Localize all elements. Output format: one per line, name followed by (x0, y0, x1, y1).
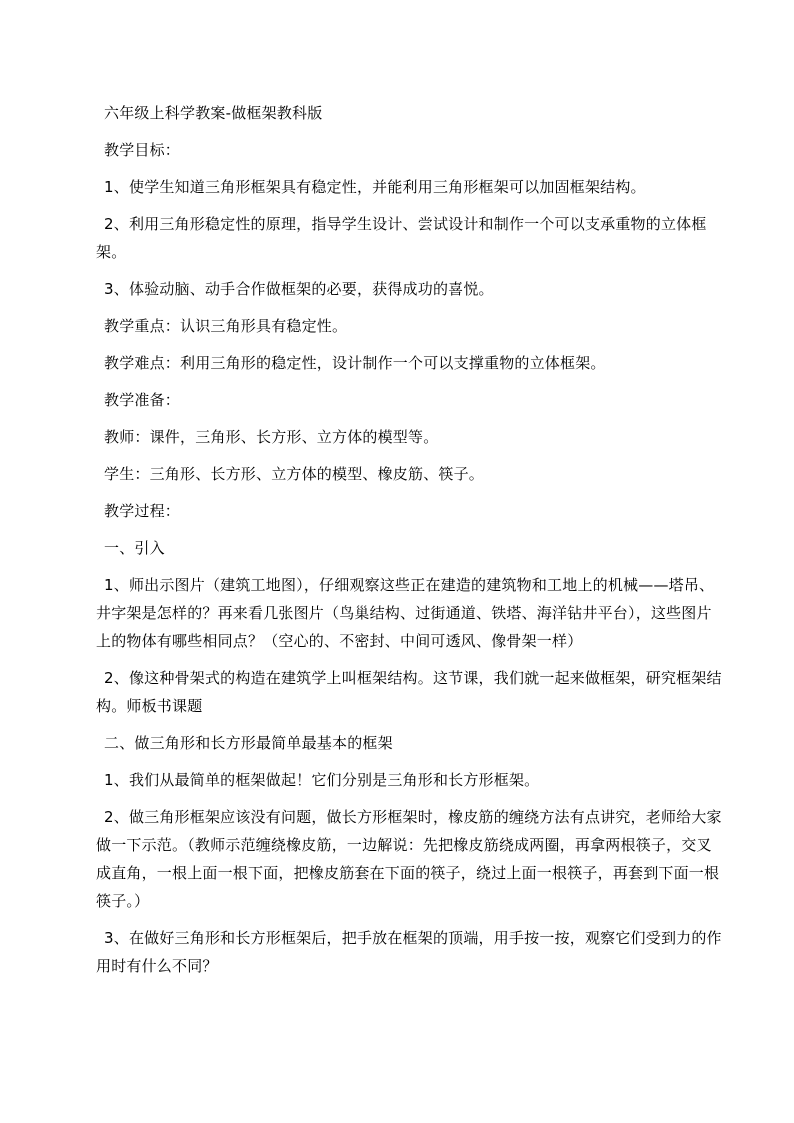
paragraph-intro-2: 2、像这种骨架式的构造在建筑学上叫框架结构。这节课，我们就一起来做框架，研究框架结构。师板书课题 (96, 669, 722, 715)
paragraph-objective-1: 1、使学生知道三角形框架具有稳定性，并能利用三角形框架可以加固框架结构。 (104, 178, 646, 196)
paragraph-difficult-point: 教学难点：利用三角形的稳定性，设计制作一个可以支撑重物的立体框架。 (104, 354, 606, 372)
paragraph-student-materials: 学生：三角形、长方形、立方体的模型、橡皮筋、筷子。 (104, 465, 485, 483)
paragraph-objective-2: 2、利用三角形稳定性的原理，指导学生设计、尝试设计和制作一个可以支承重物的立体框架。 (96, 215, 707, 261)
paragraph-frames-3: 3、在做好三角形和长方形框架后，把手放在框架的顶端，用手按一按，观察它们受到力的作用时有什么不同？ (96, 929, 722, 975)
document-body (96, 99, 724, 989)
paragraph-preparation-heading: 教学准备： (104, 391, 181, 409)
paragraph-teacher-materials: 教师：课件，三角形、长方形、立方体的模型等。 (104, 428, 439, 446)
paragraph-frames-1: 1、我们从最简单的框架做起！它们分别是三角形和长方形框架。 (104, 771, 540, 789)
paragraph-objective-3: 3、体验动脑、动手合作做框架的必要，获得成功的喜悦。 (104, 280, 494, 298)
paragraph-frames-2: 2、做三角形框架应该没有问题，做长方形框架时，橡皮筋的缠绕方法有点讲究，老师给大家做一下示范。（教师示范缠绕橡皮筋，一边解说：先把橡皮筋绕成两圈，再拿两根筷子，交叉成直角，一根上面一根下面，把橡皮筋套在下面的筷子，绕过上面一根筷子，再套到下面一根筷子。） (96, 808, 722, 910)
paragraph-section-frames: 二、做三角形和长方形最简单最基本的框架 (104, 734, 393, 752)
paragraph-key-point: 教学重点：认识三角形具有稳定性。 (104, 317, 348, 335)
document-title: 六年级上科学教案-做框架教科版 (104, 104, 323, 122)
paragraph-intro-1: 1、师出示图片（建筑工地图），仔细观察这些正在建造的建筑物和工地上的机械——塔吊、井字架是怎样的？再来看几张图片（鸟巢结构、过街通道、铁塔、海洋钻井平台），这些图片上的物体有哪些相同点？（空心的、不密封、中间可透风、像骨架一样） (96, 576, 715, 650)
paragraph-process-heading: 教学过程： (104, 502, 181, 520)
paragraph-objectives-heading: 教学目标： (104, 141, 181, 159)
paragraph-section-intro: 一、引入 (104, 539, 165, 557)
